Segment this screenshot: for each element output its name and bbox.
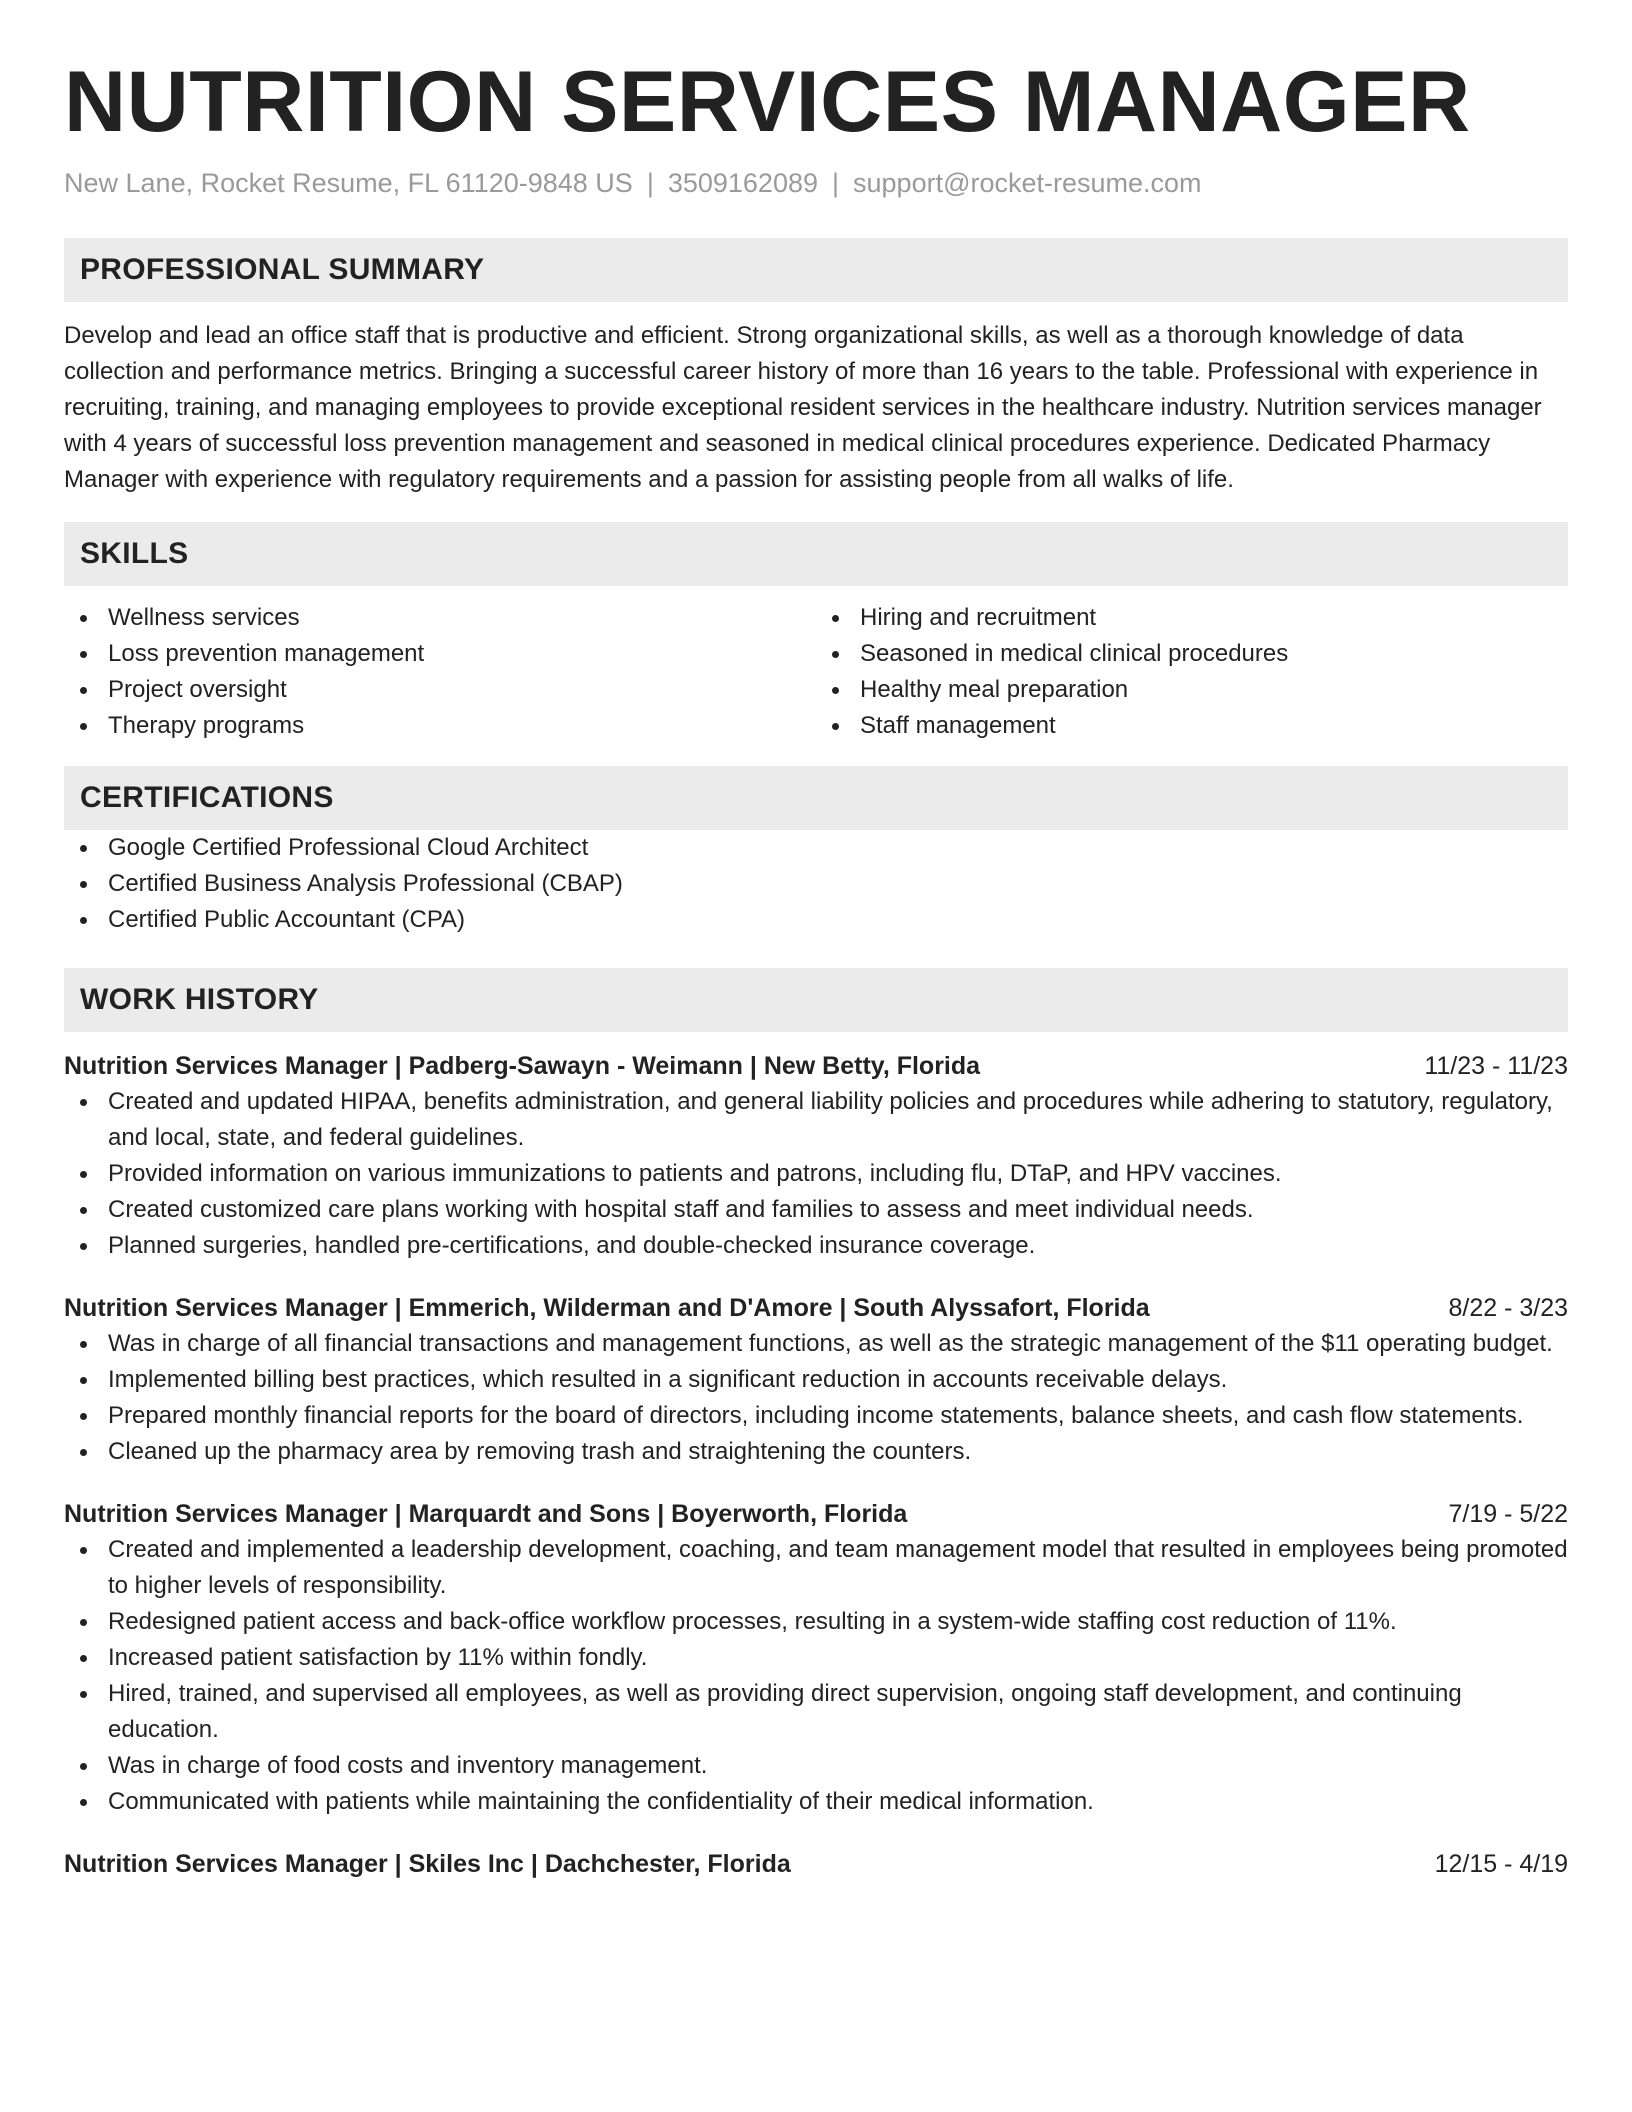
skills-list-right [816,600,1568,744]
job-dates: 8/22 - 3/23 [1448,1294,1568,1322]
job-entry [64,1496,1568,1820]
certification-item: Certified Public Accountant (CPA) [64,902,1568,938]
job-bullet: Created and implemented a leadership development, coaching, and team management model that resulted in employees being promoted to higher levels of responsibility. [64,1532,1568,1604]
job-entry [64,1846,1568,1882]
resume-name: NUTRITION SERVICES MANAGER [64,54,1471,150]
job-entry [64,1290,1568,1470]
job-bullet: Prepared monthly financial reports for the board of directors, including income statements, balance sheets, and cash flow statements. [64,1398,1568,1434]
job-title: Nutrition Services Manager | Skiles Inc | Dachchester, Florida [64,1850,791,1878]
summary-text: Develop and lead an office staff that is productive and efficient. Strong organizational skills, as well as a thorough knowledge of data collection and performance metrics. Bringing a successful career history of more than 16 years to the table. Professional with experience in recruiting, training, and managing employees to provide exceptional resident services in the healthcare industry. Nutrition services manager with 4 years of successful loss prevention management and seasoned in medical clinical procedures experience. Dedicated Pharmacy Manager with experience with regulatory requirements and a passion for assisting people from all walks of life. [64,322,1542,493]
job-bullet: Cleaned up the pharmacy area by removing trash and straightening the counters. [64,1434,1568,1470]
job-bullet: Created customized care plans working with hospital staff and families to assess and meet individual needs. [64,1192,1568,1228]
skill-item: Seasoned in medical clinical procedures [816,636,1568,672]
job-bullets [64,1084,1568,1264]
job-bullet: Was in charge of all financial transactions and management functions, as well as the strategic management of the $11 operating budget. [64,1326,1568,1362]
job-bullet: Was in charge of food costs and inventory management. [64,1748,1568,1784]
job-dates: 12/15 - 4/19 [1434,1850,1568,1878]
job-title: Nutrition Services Manager | Padberg-Sawayn - Weimann | New Betty, Florida [64,1052,981,1080]
skill-item: Healthy meal preparation [816,672,1568,708]
skill-item: Project oversight [64,672,816,708]
section-heading-certifications: CERTIFICATIONS [64,766,1568,830]
job-bullet: Provided information on various immunizations to patients and patrons, including flu, DTaP, and HPV vaccines. [64,1156,1568,1192]
job-header [64,1496,1568,1532]
job-bullet: Hired, trained, and supervised all employees, as well as providing direct supervision, ongoing staff development, and continuing education. [64,1676,1568,1748]
job-bullet: Implemented billing best practices, which resulted in a significant reduction in accounts receivable delays. [64,1362,1568,1398]
job-header [64,1048,1568,1084]
job-bullet: Redesigned patient access and back-office workflow processes, resulting in a system-wide staffing cost reduction of 11%. [64,1604,1568,1640]
contact-address: New Lane, Rocket Resume, FL 61120-9848 US [64,168,633,198]
section-heading-summary: PROFESSIONAL SUMMARY [64,238,1568,302]
skill-item: Staff management [816,708,1568,744]
section-heading-work-history: WORK HISTORY [64,968,1568,1032]
skill-item: Therapy programs [64,708,816,744]
job-entry [64,1048,1568,1264]
job-dates: 11/23 - 11/23 [1424,1052,1568,1080]
job-title: Nutrition Services Manager | Emmerich, Wilderman and D'Amore | South Alyssafort, Florida [64,1294,1150,1322]
skills-column-left [64,600,816,744]
skill-item: Loss prevention management [64,636,816,672]
certification-item: Google Certified Professional Cloud Architect [64,830,1568,866]
skills-grid [64,600,1568,744]
certifications-list [64,830,1568,938]
section-heading-skills: SKILLS [64,522,1568,586]
contact-separator: | [832,168,840,198]
job-bullet: Planned surgeries, handled pre-certifications, and double-checked insurance coverage. [64,1228,1568,1264]
contact-phone: 3509162089 [667,168,818,198]
job-bullets [64,1326,1568,1470]
job-bullet: Communicated with patients while maintaining the confidentiality of their medical information. [64,1784,1568,1820]
skills-column-right [816,600,1568,744]
job-title: Nutrition Services Manager | Marquardt and Sons | Boyerworth, Florida [64,1500,908,1528]
contact-separator: | [646,168,654,198]
job-dates: 7/19 - 5/22 [1448,1500,1568,1528]
contact-email: support@rocket-resume.com [853,168,1202,198]
job-bullet: Created and updated HIPAA, benefits administration, and general liability policies and procedures while adhering to statutory, regulatory, and local, state, and federal guidelines. [64,1084,1568,1156]
contact-line [64,166,1568,200]
job-header [64,1846,1568,1882]
skill-item: Wellness services [64,600,816,636]
skill-item: Hiring and recruitment [816,600,1568,636]
certification-item: Certified Business Analysis Professional (CBAP) [64,866,1568,902]
job-header [64,1290,1568,1326]
job-bullets [64,1532,1568,1820]
skills-list-left [64,600,816,744]
job-bullet: Increased patient satisfaction by 11% within fondly. [64,1640,1568,1676]
